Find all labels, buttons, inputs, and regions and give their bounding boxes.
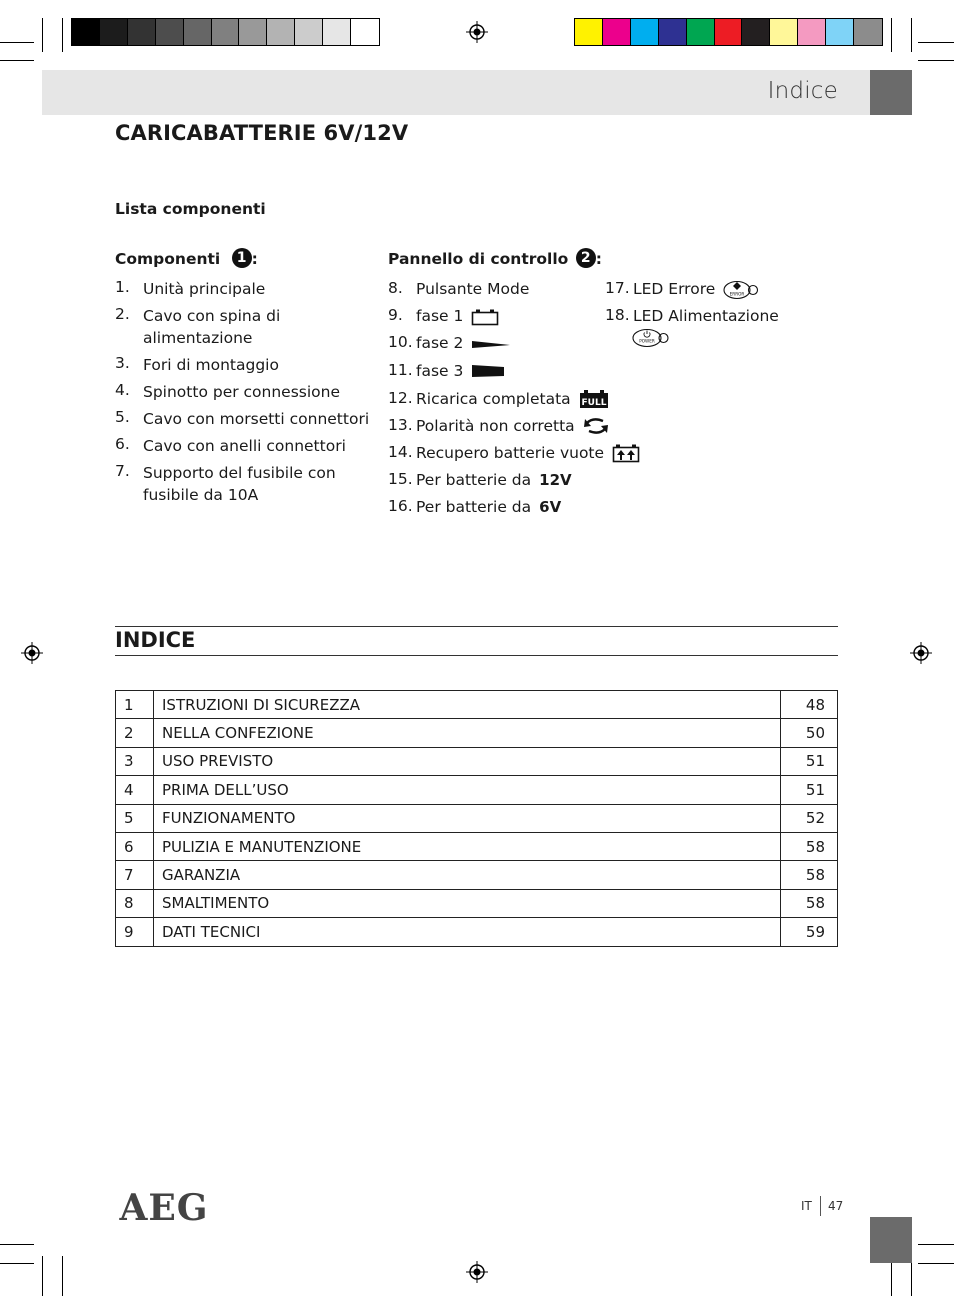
footer-separator — [820, 1196, 821, 1216]
list-item-label: fase 2 — [416, 334, 464, 353]
index-chapter-title[interactable]: GARANZIA — [154, 861, 781, 889]
list-item-number: 12. — [388, 388, 413, 407]
control-panel-list — [388, 279, 608, 525]
process-swatch — [715, 19, 743, 45]
thumb-tab — [870, 70, 912, 115]
table-row[interactable] — [116, 832, 838, 860]
empty-battery-recovery-icon — [612, 443, 640, 463]
index-page-number: 58 — [781, 832, 838, 860]
crop-mark — [918, 1244, 954, 1245]
index-chapter-number: 9 — [116, 918, 154, 946]
process-swatch — [854, 19, 882, 45]
index-chapter-number: 4 — [116, 776, 154, 804]
list-item — [115, 462, 370, 502]
battery-outline-icon — [471, 308, 499, 326]
table-row[interactable] — [116, 776, 838, 804]
list-item-label: Polarità non corretta — [416, 416, 575, 435]
components-heading-label: Componenti — [115, 250, 221, 268]
crop-mark — [911, 18, 912, 52]
page-title: CARICABATTERIE 6V/12V — [115, 121, 409, 145]
list-item-number: 16. — [388, 497, 413, 516]
list-item — [115, 435, 370, 462]
list-item-number: 4. — [115, 381, 130, 399]
components-list — [115, 278, 370, 502]
list-item — [388, 306, 608, 333]
list-item-number: 2. — [115, 305, 130, 323]
index-chapter-title[interactable]: PRIMA DELL’USO — [154, 776, 781, 804]
aeg-logo — [114, 1190, 214, 1224]
crop-mark — [918, 60, 954, 61]
section-title: Indice — [767, 78, 838, 104]
index-chapter-title[interactable]: ISTRUZIONI DI SICUREZZA — [154, 691, 781, 719]
list-item-label: Per batterie da — [416, 471, 532, 490]
process-swatch — [687, 19, 715, 45]
list-item-label: LED Errore — [633, 280, 716, 298]
gray-swatch — [267, 19, 295, 45]
process-swatch — [770, 19, 798, 45]
crop-mark — [42, 1256, 43, 1296]
list-item-number: 11. — [388, 360, 413, 379]
crop-mark — [918, 42, 954, 43]
list-item — [115, 408, 370, 435]
index-chapter-title[interactable]: PULIZIA E MANUTENZIONE — [154, 832, 781, 860]
list-item-number: 7. — [115, 462, 130, 480]
list-item — [115, 278, 370, 305]
power-icon-label: POWER — [639, 338, 655, 344]
gray-swatch — [239, 19, 267, 45]
list-item — [605, 279, 815, 306]
voltage-label: 12V — [539, 471, 572, 490]
list-item-label: fase 1 — [416, 307, 464, 326]
index-page-number: 51 — [781, 747, 838, 775]
list-item-label: Pulsante Mode — [416, 280, 530, 298]
index-chapter-number: 7 — [116, 861, 154, 889]
list-item-text — [416, 361, 608, 381]
crop-mark — [0, 42, 34, 43]
control-panel-list-right — [605, 279, 815, 346]
crop-mark — [0, 1244, 34, 1245]
gray-swatch — [295, 19, 323, 45]
list-item-text — [416, 470, 608, 490]
index-page-number: 48 — [781, 691, 838, 719]
list-item-number: 1. — [115, 278, 130, 296]
components-heading — [115, 248, 258, 268]
crop-mark — [62, 18, 63, 52]
index-page-number: 58 — [781, 861, 838, 889]
voltage-label: 6V — [539, 498, 562, 517]
gray-swatch — [212, 19, 240, 45]
crop-mark — [62, 1256, 63, 1296]
registration-mark-icon — [466, 21, 488, 43]
index-chapter-number: 2 — [116, 719, 154, 747]
index-chapter-number: 8 — [116, 889, 154, 917]
process-color-bar — [574, 18, 883, 46]
crop-mark — [918, 1263, 954, 1264]
index-page-number: 58 — [781, 889, 838, 917]
list-item-text: Cavo con spina di alimentazione — [143, 307, 281, 347]
list-item-label: fase 3 — [416, 361, 464, 380]
registration-mark-icon — [21, 642, 43, 664]
index-chapter-number: 6 — [116, 832, 154, 860]
list-item-text: Cavo con morsetti connettori — [143, 410, 370, 428]
crop-mark — [42, 18, 43, 52]
gray-swatch — [351, 19, 379, 45]
list-item-number: 13. — [388, 415, 413, 434]
components-list-heading: Lista componenti — [115, 200, 266, 218]
list-item-label: Ricarica completata — [416, 389, 571, 408]
list-item-number: 15. — [388, 470, 413, 489]
stage-3-wedge-icon — [471, 363, 505, 379]
list-item — [388, 416, 608, 443]
figure-1-badge: 1 — [232, 248, 252, 268]
list-item-number: 14. — [388, 442, 413, 461]
stage-2-wedge-icon — [471, 338, 511, 350]
index-page-number: 52 — [781, 804, 838, 832]
list-item-label: Recupero batterie vuote — [416, 443, 605, 462]
process-swatch — [575, 19, 603, 45]
list-item — [115, 381, 370, 408]
index-chapter-number: 1 — [116, 691, 154, 719]
gray-swatch — [184, 19, 212, 45]
heading-colon: : — [251, 250, 258, 268]
table-row[interactable] — [116, 691, 838, 719]
gray-color-bar — [71, 18, 380, 46]
list-item-text — [416, 279, 608, 299]
registration-mark-icon — [466, 1261, 488, 1283]
index-page-number: 59 — [781, 918, 838, 946]
list-item-number: 8. — [388, 279, 403, 297]
list-item-text — [416, 443, 608, 464]
list-item-text: Supporto del fusibile con fusibile da 10A — [143, 464, 336, 504]
index-table — [115, 690, 838, 947]
heading-colon: : — [595, 250, 602, 268]
index-chapter-title[interactable]: USO PREVISTO — [154, 747, 781, 775]
power-led-icon — [632, 328, 672, 348]
list-item — [388, 497, 608, 524]
index-chapter-title[interactable]: DATI TECNICI — [154, 918, 781, 946]
list-item-text: Fori di montaggio — [143, 356, 279, 374]
reverse-polarity-icon — [583, 416, 609, 436]
table-row[interactable] — [116, 889, 838, 917]
table-row[interactable] — [116, 719, 838, 747]
crop-mark — [0, 60, 34, 61]
list-item — [115, 305, 370, 354]
process-swatch — [798, 19, 826, 45]
gray-swatch — [323, 19, 351, 45]
index-page-number: 50 — [781, 719, 838, 747]
figure-2-badge: 2 — [576, 248, 596, 268]
error-led-icon — [723, 280, 759, 300]
gray-swatch — [72, 19, 100, 45]
index-top-rule — [115, 626, 838, 627]
list-item-text — [633, 306, 815, 326]
crop-mark — [891, 18, 892, 52]
list-item — [388, 361, 608, 389]
process-swatch — [826, 19, 854, 45]
list-item-label: LED Alimentazione — [633, 307, 779, 325]
gray-swatch — [100, 19, 128, 45]
list-item-text — [416, 497, 608, 517]
process-swatch — [659, 19, 687, 45]
brand-logo-text: AEG — [119, 1190, 209, 1224]
list-item-text — [416, 306, 608, 326]
list-item-number: 3. — [115, 354, 130, 372]
list-item-text: Cavo con anelli connettori — [143, 437, 346, 455]
panel-heading — [388, 248, 602, 268]
list-item-text — [416, 389, 608, 410]
list-item — [388, 389, 608, 416]
list-item-text — [416, 416, 608, 437]
panel-heading-label: Pannello di controllo — [388, 250, 569, 268]
process-swatch — [603, 19, 631, 45]
list-item-number: 6. — [115, 435, 130, 453]
thumb-tab — [870, 1217, 912, 1263]
process-swatch — [742, 19, 770, 45]
list-item — [388, 333, 608, 360]
list-item — [605, 306, 815, 346]
gray-swatch — [156, 19, 184, 45]
index-chapter-number: 5 — [116, 804, 154, 832]
index-chapter-title[interactable]: NELLA CONFEZIONE — [154, 719, 781, 747]
list-item-text — [416, 333, 608, 353]
process-swatch — [631, 19, 659, 45]
list-item-number: 18. — [605, 306, 630, 324]
list-item-number: 5. — [115, 408, 130, 426]
list-item — [388, 443, 608, 470]
error-icon-label: ERROR — [729, 291, 745, 296]
gray-swatch — [128, 19, 156, 45]
index-page-number: 51 — [781, 776, 838, 804]
table-row[interactable] — [116, 861, 838, 889]
list-item-number: 9. — [388, 306, 403, 325]
footer-language: IT — [801, 1199, 812, 1213]
full-battery-icon — [579, 389, 609, 409]
list-item — [388, 279, 608, 306]
index-title: INDICE — [115, 628, 196, 652]
list-item-label: Per batterie da — [416, 498, 532, 517]
page-number: 47 — [828, 1199, 844, 1213]
table-row[interactable] — [116, 747, 838, 775]
list-item-text: Unità principale — [143, 280, 266, 298]
list-item-number: 10. — [388, 333, 413, 352]
index-chapter-number: 3 — [116, 747, 154, 775]
registration-mark-icon — [910, 642, 932, 664]
list-item — [388, 470, 608, 497]
table-row[interactable] — [116, 918, 838, 946]
list-item-text: Spinotto per connessione — [143, 383, 341, 401]
full-icon-label: FULL — [581, 398, 607, 409]
index-chapter-title[interactable]: SMALTIMENTO — [154, 889, 781, 917]
table-row[interactable] — [116, 804, 838, 832]
list-item-text — [633, 279, 815, 300]
crop-mark — [0, 1263, 34, 1264]
index-chapter-title[interactable]: FUNZIONAMENTO — [154, 804, 781, 832]
index-bottom-rule — [115, 655, 838, 656]
list-item-number: 17. — [605, 279, 630, 297]
list-item — [115, 354, 370, 381]
